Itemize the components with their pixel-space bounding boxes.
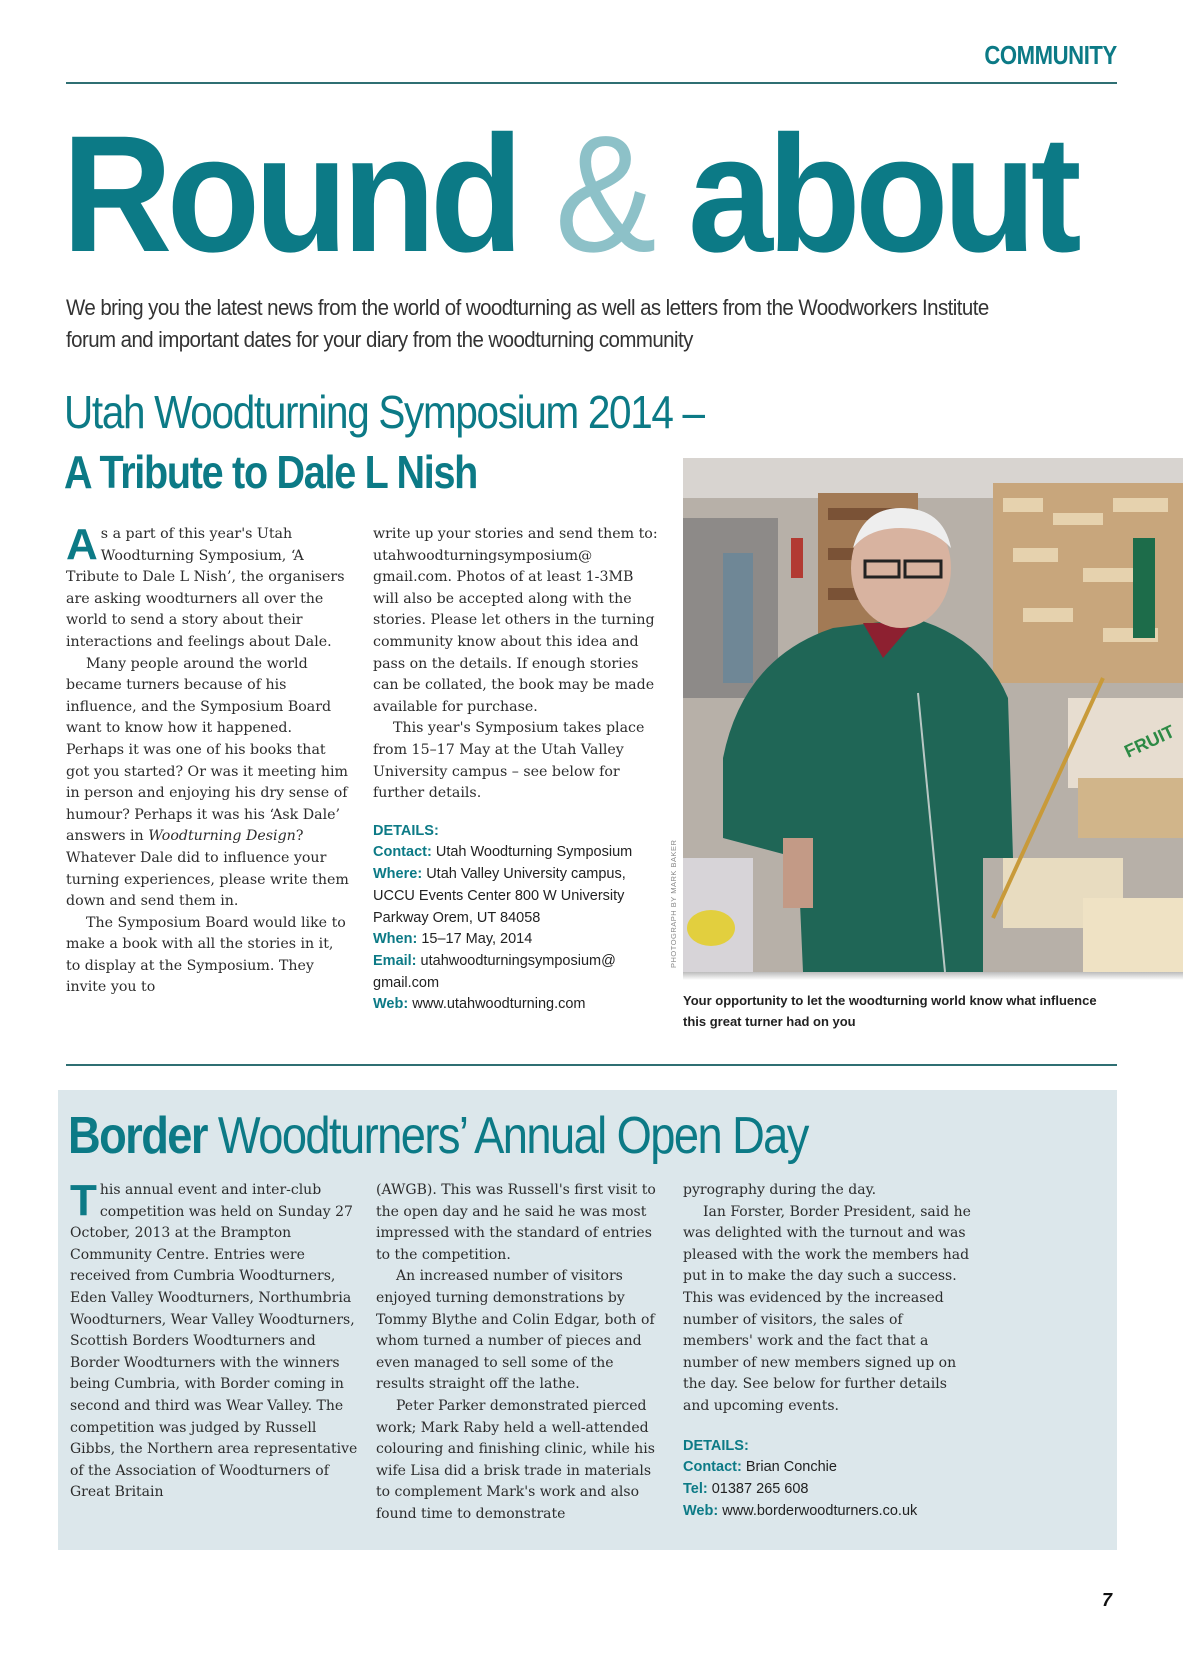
article2-headline [68, 1106, 808, 1166]
body-text: Peter Parker demonstrated pierced work; Mark Raby held a well-attended colouring and finishing clinic, while his wife Lisa did a brisk trade in materials to complement Mark's work and also found time to demonstrate [376, 1397, 655, 1522]
body-text: his annual event and inter-club competition was held on Sunday 27 October, 2013 at the Brampton Community Centre. Entries were received from Cumbria Woodturners, Eden Valley Woodturners, Northumbria Woodturners, Wear Valley Woodturners, Scottish Borders Woodturners and Border Woodturners with the winners being Cumbria, with Border coming in second and third was Wear Valley. The competition was judged by Russell Gibbs, the Northern area representative of the Association of Woodturners of Great Britain [70, 1182, 358, 1501]
web-label: Web: [373, 996, 409, 1013]
contact-value: Utah Woodturning Symposium [435, 844, 633, 861]
body-text: ? Whatever Dale did to influence your turning experiences, please write them down and send them in. [66, 828, 349, 910]
title-about: about [651, 102, 1077, 287]
body-text: Ian Forster, Border President, said he was delighted with the turnout and was pleased with the work the members had put in to make the day such a success. This was evidenced by the increased number of visitors, the sales of members' work and the fact that a number of new members signed up on the day. See below for further details and upcoming events. [683, 1203, 971, 1414]
body-text: write up your stories and send them to: utahwoodturningsymposium@ gmail.com. Photos of at least 1-3MB will also be accepted along with the stories. Please let others in the turning community know about this idea and pass on the details. If enough stories can be collated, the book may be made available for purchase. [373, 526, 658, 715]
article2-column-2 [376, 1180, 666, 1526]
details-heading: DETAILS: [373, 822, 439, 839]
portrait-image [683, 458, 1183, 972]
contact-value: Brian Conchie [745, 1459, 837, 1476]
body-text: An increased number of visitors enjoyed turning demonstrations by Tommy Blythe and Colin Edgar, both of whom turned a number of pieces and even managed to sell some of the results straight off the lathe. [376, 1268, 655, 1393]
body-text: (AWGB). This was Russell's first visit to the open day and he said he was most impressed with the standard of entries to the competition. [376, 1182, 656, 1263]
section-label: COMMUNITY [984, 40, 1117, 70]
section-divider [66, 1064, 1117, 1066]
web-link[interactable]: www.utahwoodturning.com [412, 996, 586, 1013]
article1-column-2 [373, 524, 663, 1016]
publication-title: Woodturning Design [148, 828, 296, 845]
title-round: Round [62, 102, 555, 287]
article2-column-3 [683, 1180, 973, 1522]
when-value: 15–17 May, 2014 [421, 931, 533, 948]
body-text: This year's Symposium takes place from 15–17 May at the Utah Valley University campus – see below for further details. [373, 720, 645, 802]
body-text: pyrography during the day. [683, 1182, 877, 1198]
tel-label: Tel: [683, 1480, 708, 1497]
article1-column-1 [66, 520, 352, 999]
box-label: FRUIT [1121, 721, 1178, 762]
article1-details [373, 821, 663, 1016]
body-text: The Symposium Board would like to make a book with all the stories in it, to display at the Symposium. They invite you to [66, 914, 346, 996]
dropcap: T [70, 1176, 97, 1225]
web-link[interactable]: www.borderwoodturners.co.uk [722, 1502, 918, 1519]
page-title [62, 102, 1077, 287]
article1-headline-line2: A Tribute to Dale L Nish [64, 446, 478, 498]
photo-credit: PHOTOGRAPH BY MARK BAKER [669, 839, 678, 968]
photo-caption: Your opportunity to let the woodturning world know what influence this great turner had on you [683, 993, 1097, 1029]
where-label: Where: [373, 866, 423, 883]
top-divider [66, 82, 1117, 84]
contact-label: Contact: [683, 1459, 742, 1476]
body-text: s a part of this year's Utah Woodturning Symposium, ‘A Tribute to Dale L Nish’, the organisers are asking woodturners all over the world to send a story about their interactions and feelings about Dale. [66, 526, 345, 650]
dropcap: A [66, 520, 98, 569]
details-heading: DETAILS: [683, 1437, 749, 1454]
workshop-photo [683, 458, 1183, 972]
intro-text: We bring you the latest news from the world of woodturning as well as letters from the Woodworkers Institute forum and important dates for your diary from the woodturning community [66, 295, 989, 352]
email-link[interactable]: utahwoodturningsymposium@ gmail.com [373, 952, 616, 991]
photo-shadow [683, 972, 1183, 980]
headline-bold: Border [68, 1107, 207, 1165]
email-label: Email: [373, 952, 417, 969]
contact-label: Contact: [373, 844, 432, 861]
headline-rest: Woodturners’ Annual Open Day [206, 1107, 808, 1165]
body-text: Many people around the world became turners because of his influence, and the Symposium Board want to know how it happened. Perhaps it was one of his books that got you started? Or was it meeting him in person and enjoying his dry sense of humour? Perhaps it was his ‘Ask Dale’ answers in [66, 655, 348, 845]
article2-details [683, 1436, 973, 1523]
tel-value[interactable]: 01387 265 608 [711, 1480, 809, 1497]
where-value: Utah Valley University campus, UCCU Events Center 800 W University Parkway Orem, UT 84058 [373, 866, 626, 926]
web-label: Web: [683, 1502, 719, 1519]
page-number: 7 [1102, 1590, 1113, 1610]
title-ampersand: & [554, 102, 652, 287]
when-label: When: [373, 931, 418, 948]
article1-headline-line1: Utah Woodturning Symposium 2014 – [64, 386, 704, 438]
article2-column-1 [70, 1176, 360, 1504]
